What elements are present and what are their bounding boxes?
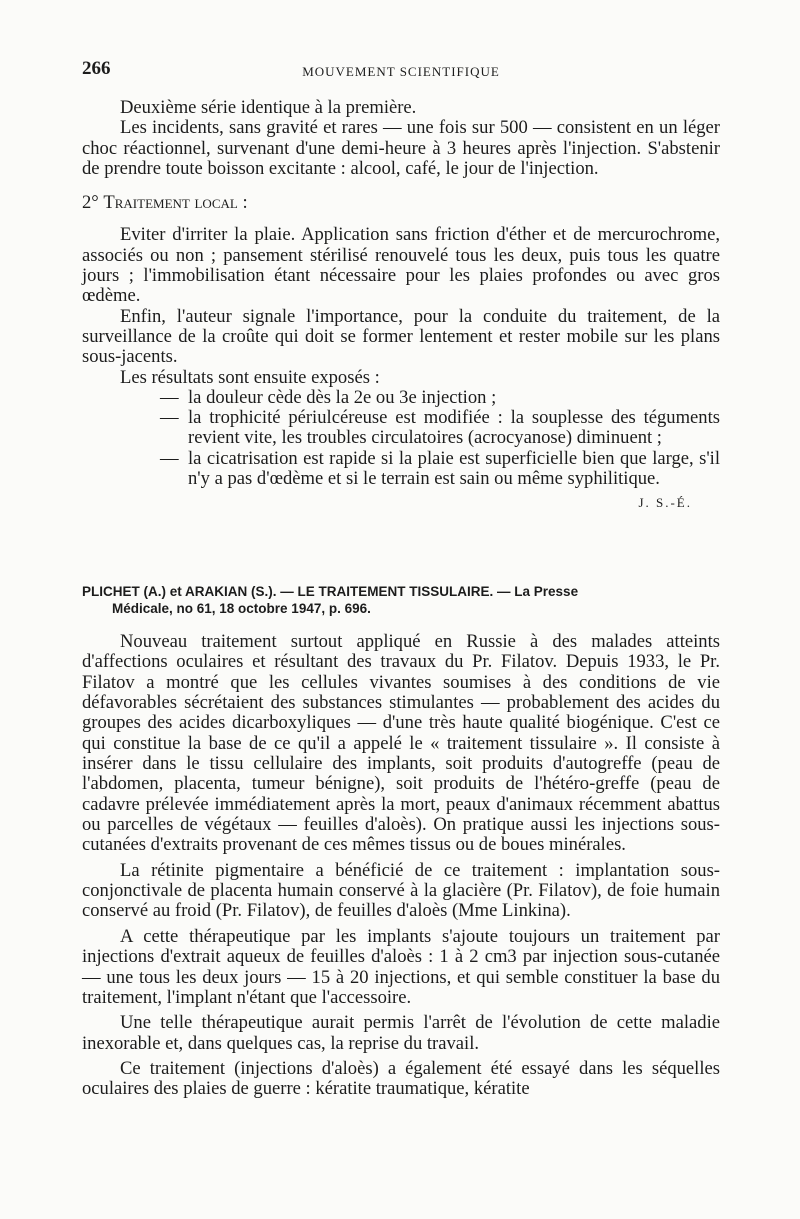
list-dash: — <box>160 386 179 408</box>
list-dash: — <box>160 447 179 469</box>
results-list <box>82 388 720 489</box>
paragraph: Les incidents, sans gravité et rares — une fois sur 500 — consistent en un léger choc réactionnel, survenant d'une demi-heure à 3 heures après l'injection. S'abstenir de prendre toute boisson excitante : alcool, café, le jour de l'injection. <box>82 117 720 179</box>
paragraph: Enfin, l'auteur signale l'importance, pour la conduite du traitement, de la surveillance de la croûte qui doit se former lentement et rester mobile sur les plans sous-jacents. <box>82 305 720 368</box>
reference-details: Médicale, no 61, 18 octobre 1947, p. 696. <box>112 601 371 616</box>
list-item-text: la cicatrisation est rapide si la plaie est superficielle bien que large, s'il n'y a pas d'œdème et si le terrain est sain ou même syphilitique. <box>188 447 720 490</box>
list-item <box>82 408 720 449</box>
list-item <box>82 449 720 490</box>
page-number: 266 <box>82 58 111 79</box>
paragraph: Eviter d'irriter la plaie. Application sans friction d'éther et de mercurochrome, associés ou non ; pansement stérilisé renouvelé tous les deux, puis tous les quatre jours ; l'immobilisation étant nécessaire pour les plaies profondes ou avec gros œdème. <box>82 224 720 307</box>
paragraph: A cette thérapeutique par les implants s'ajoute toujours un traitement par injections d'extrait aqueux de feuilles d'aloès : 1 à 2 cm3 par injection sous-cutanée — une tous les deux jours — 15 à 20 injections, et qui semble constituer la base du traitement, l'implant n'étant que l'accessoire. <box>82 925 720 1008</box>
results-intro: Les résultats sont ensuite exposés : <box>120 366 380 388</box>
paragraph: Une telle thérapeutique aurait permis l'arrêt de l'évolution de cette maladie inexorable et, dans quelques cas, la reprise du travail. <box>82 1012 720 1054</box>
subheading-text: Traitement local : <box>103 192 248 214</box>
bibliographic-reference <box>82 583 720 617</box>
reference-authors: PLICHET (A.) et ARAKIAN (S.). — <box>82 584 294 599</box>
list-item-text: la douleur cède dès la 2e ou 3e injection ; <box>188 386 497 408</box>
list-item <box>82 388 720 408</box>
page-header <box>82 58 720 84</box>
list-item-text: la trophicité périulcéreuse est modifiée : la souplesse des téguments revient vite, les troubles circulatoires (acrocyanose) diminuent ; <box>188 407 720 449</box>
section-two <box>82 632 720 1100</box>
reference-journal: La Presse <box>514 584 579 599</box>
paragraph: Nouveau traitement surtout appliqué en Russie à des malades atteints d'affections oculaires et résultant des travaux du Pr. Filatov. Depuis 1933, le Pr. Filatov a montré que les cellules vivantes soumises à des conditions de vie défavorables sécrétaient des substances stimulantes — probablement des acides du groupes des acides dicarboxyliques — d'une très haute qualité biogénique. C'est ce qui constitue la base de ce qu'il a appelé le « traitement tissulaire ». Il consiste à insérer dans le tissu cellulaire des implants, soit produits d'autogreffe (peau de l'abdomen, placenta, tumeur bénigne), soit produits de l'hétéro-greffe (peau de cadavre prélevée immédiatement après la mort, peaux d'animaux récemment abattus ou parcelles de végétaux — feuilles d'aloès). On pratique aussi les injections sous-cutanées d'extraits provenant de ces mêmes tissus ou de boues minérales. <box>82 631 720 856</box>
paragraph: Ce traitement (injections d'aloès) a également été essayé dans les séquelles oculaires des plaies de guerre : kératite traumatique, kératite <box>82 1057 720 1100</box>
subheading-number: 2° <box>82 192 99 214</box>
subheading <box>82 193 720 213</box>
running-title: MOUVEMENT SCIENTIFIQUE <box>302 64 500 79</box>
paragraph: La rétinite pigmentaire a bénéficié de ce traitement : implantation sous-conjonctivale de placenta humain conservé à la glacière (Pr. Filatov), de foie humain conservé au froid (Pr. Filatov), de feuilles d'aloès (Mme Linkina). <box>82 859 720 922</box>
reference-title: LE TRAITEMENT TISSULAIRE. <box>297 584 494 599</box>
reference-separator: — <box>493 584 515 599</box>
section-one <box>82 98 720 511</box>
signature: J. S.-É. <box>638 495 692 511</box>
list-dash: — <box>160 407 179 429</box>
paragraph: Deuxième série identique à la première. <box>120 97 417 118</box>
